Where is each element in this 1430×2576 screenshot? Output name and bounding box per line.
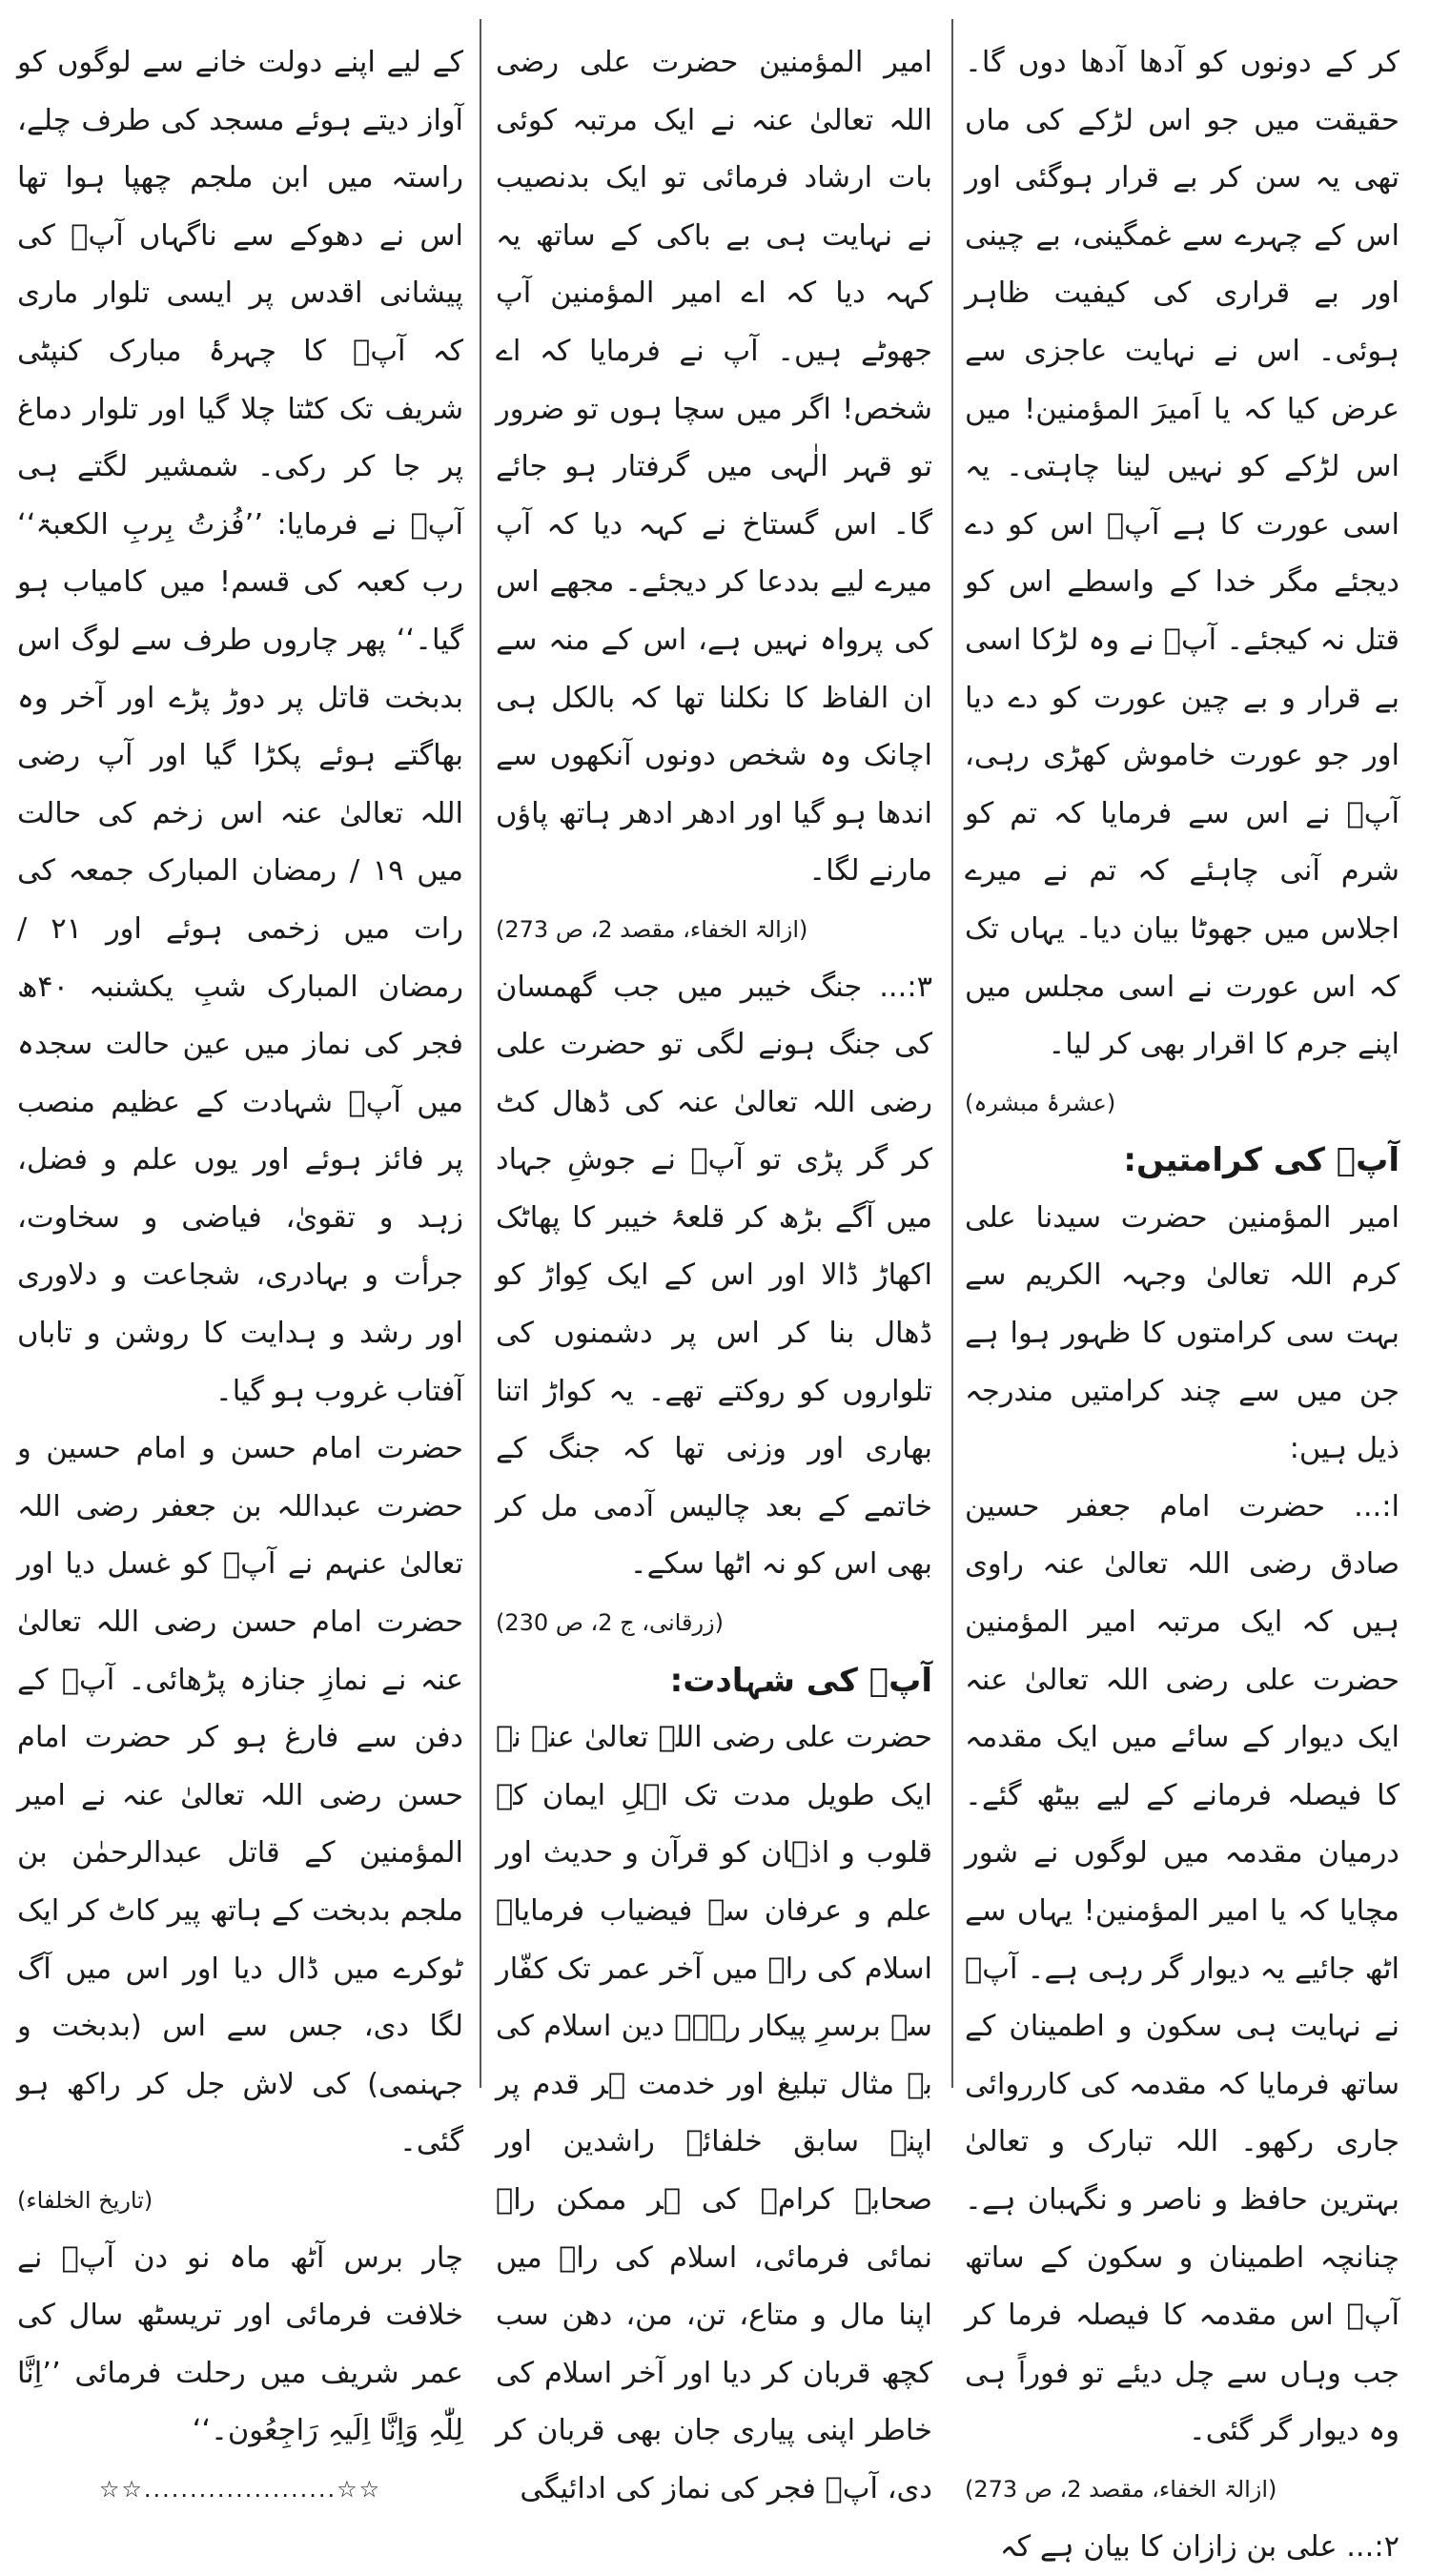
- column-middle: [496, 34, 932, 2505]
- column-divider: [480, 19, 481, 2088]
- column-divider: [951, 19, 953, 2088]
- citation: (ازالۃ الخفاء، مقصد 2، ص 273): [496, 915, 808, 943]
- paragraph: چار برس آٹھ ماہ نو دن آپؓ نے خلافت فرمائی اور تریسٹھ سال کی عمر شریف میں رحلت فرمائی ’’اِنَّا لِلّٰہِ وَاِنَّا اِلَیہِ رَاجِعُون۔‘‘: [17, 2240, 463, 2448]
- paragraph: حضرت علی رضی اللہ تعالیٰ عنہ نے ایک طویل مدت تک اہلِ ایمان کے قلوب و اذہان کو قرآن و حدیث اور علم و عرفان سے فیضیاب فرمایا۔ اسلام کی راہ میں آخر عمر تک کفّار سے برسرِ پیکار رہے۔ دین اسلام کی بے مثال تبلیغ اور خدمت ہر قدم پر اپنے سابق خلفائے راشدین اور صحابہ کرامؓ کی ہر ممکن راہ نمائی فرمائی، اسلام کی راہ میں اپنا مال و متاع، تن، من، دھن سب کچھ قربان کر دیا اور آخر اسلام کی خاطر اپنی پیاری جان بھی قربان کر دی، آپؓ فجر کی نماز کی ادائیگی: [496, 1721, 932, 2505]
- paragraph: حضرت امام حسن و امام حسین و حضرت عبداللہ بن جعفر رضی اللہ تعالیٰ عنہم نے آپؓ کو غسل دیا اور حضرت امام حسن رضی اللہ تعالیٰ عنہ نے نمازِ جنازہ پڑھائی۔ آپؓ کے دفن سے فارغ ہو کر حضرت امام حسن رضی اللہ تعالیٰ عنہ نے امیر المؤمنین کے قاتل عبدالرحمٰن بن ملجم بدبخت کے ہاتھ پیر کاٹ کر ایک ٹوکرے میں ڈال دیا اور اس میں آگ لگا دی، جس سے اس (بدبخت و جہنمی) کی لاش جل کر راکھ ہو گئی۔: [17, 1432, 463, 2159]
- citation: (تاریخ الخلفاء): [17, 2186, 153, 2214]
- citation: (عشرۂ مبشرہ): [965, 1089, 1116, 1116]
- column-right: [965, 34, 1399, 2564]
- paragraph: امیر المؤمنین حضرت سیدنا علی کرم اللہ تعالیٰ وجہہ الکریم سے بہت سی کرامتوں کا ظہور ہوا ہے جن میں سے چند کرامتیں مندرجہ ذیل ہیں:: [965, 1200, 1399, 1466]
- end-ornament: ☆☆.....................☆☆: [98, 2475, 382, 2503]
- citation: (ازالۃ الخفاء، مقصد 2، ص 273): [965, 2475, 1277, 2503]
- paragraph: کے لیے اپنے دولت خانے سے لوگوں کو آواز دیتے ہوئے مسجد کی طرف چلے، راستہ میں ابن ملجم چھپا ہوا تھا اس نے دھوکے سے ناگہاں آپؓ کی پیشانی اقدس پر ایسی تلوار ماری کہ آپؓ کا چہرۂ مبارک کنپٹی شریف تک کٹتا چلا گیا اور تلوار دماغ پر جا کر رکی۔ شمشیر لگتے ہی آپؓ نے فرمایا: ’’فُزتُ بِربِ الکعبۃ‘‘ رب کعبہ کی قسم! میں کامیاب ہو گیا۔‘‘ پھر چاروں طرف سے لوگ اس بدبخت قاتل پر دوڑ پڑے اور آخر وہ بھاگتے ہوئے پکڑا گیا اور آپ رضی اللہ تعالیٰ عنہ اس زخم کی حالت میں ۱۹ / رمضان المبارک جمعہ کی رات میں زخمی ہوئے اور ۲۱ / رمضان المبارک شبِ یکشنبہ ۴۰ھ فجر کی نماز میں عین حالت سجدہ میں آپؓ شہادت کے عظیم منصب پر فائز ہوئے اور یوں علم و فضل، زہد و تقویٰ، فیاضی و سخاوت، جرأت و بہادری، شجاعت و دلاوری اور رشد و ہدایت کا روشن و تاباں آفتاب غروب ہو گیا۔: [17, 46, 463, 1408]
- section-heading: آپؓ کی شہادت:: [669, 1661, 932, 1700]
- paragraph: ۲:... علی بن زازان کا بیان ہے کہ: [999, 2529, 1399, 2564]
- paragraph: کر کے دونوں کو آدھا آدھا دوں گا۔ حقیقت میں جو اس لڑکے کی ماں تھی یہ سن کر بے قرار ہوگئی اور اس کے چہرے سے غمگینی، بے چینی اور بے قراری کی کیفیت ظاہر ہوئی۔ اس نے نہایت عاجزی سے عرض کیا کہ یا اَمیرَ المؤمنین! میں اس لڑکے کو نہیں لینا چاہتی۔ یہ اسی عورت کا ہے آپؓ اس کو دے دیجئے مگر خدا کے واسطے اس کو قتل نہ کیجئے۔ آپؓ نے وہ لڑکا اسی بے قرار و بے چین عورت کو دے دیا اور جو عورت خاموش کھڑی رہی، آپؓ نے اس سے فرمایا کہ تم کو شرم آنی چاہئے کہ تم نے میرے اجلاس میں جھوٹا بیان دیا۔ یہاں تک کہ اس عورت نے اسی مجلس میں اپنے جرم کا اقرار بھی کر لیا۔: [965, 46, 1399, 1062]
- paragraph: امیر المؤمنین حضرت علی رضی اللہ تعالیٰ عنہ نے ایک مرتبہ کوئی بات ارشاد فرمائی تو ایک بدنصیب نے نہایت ہی بے باکی کے ساتھ یہ کہہ دیا کہ اے امیر المؤمنین آپ جھوٹے ہیں۔ آپ نے فرمایا کہ اے شخص! اگر میں سچا ہوں تو ضرور تو قہر الٰہی میں گرفتار ہو جائے گا۔ اس گستاخ نے کہہ دیا کہ آپ میرے لیے بددعا کر دیجئے۔ مجھے اس کی پرواہ نہیں ہے، اس کے منہ سے ان الفاظ کا نکلنا تھا کہ بالکل ہی اچانک وہ شخص دونوں آنکھوں سے اندھا ہو گیا اور ادھر ادھر ہاتھ پاؤں مارنے لگا۔: [496, 46, 932, 889]
- citation: (زرقانی، ج 2، ص 230): [496, 1609, 725, 1637]
- paragraph: ۳:... جنگ خیبر میں جب گھمسان کی جنگ ہونے لگی تو حضرت علی رضی اللہ تعالیٰ عنہ کی ڈھال کٹ کر گر پڑی تو آپؓ نے جوشِ جہاد میں آگے بڑھ کر قلعۂ خیبر کا پھاٹک اکھاڑ ڈالا اور اس کے ایک کِواڑ کو ڈھال بنا کر اس پر دشمنوں کی تلواروں کو روکتے تھے۔ یہ کواڑ اتنا بھاری اور وزنی تھا کہ جنگ کے خاتمے کے بعد چالیس آدمی مل کر بھی اس کو نہ اٹھا سکے۔: [496, 970, 932, 1582]
- section-heading: آپؓ کی کرامتیں:: [1123, 1141, 1399, 1180]
- paragraph: ا:... حضرت امام جعفر حسین صادق رضی اللہ تعالیٰ عنہ راوی ہیں کہ ایک مرتبہ امیر المؤمنین حضرت علی رضی اللہ تعالیٰ عنہ ایک دیوار کے سائے میں ایک مقدمہ کا فیصلہ فرمانے کے لیے بیٹھ گئے۔ درمیان مقدمہ میں لوگوں نے شور مچایا کہ یا امیر المؤمنین! یہاں سے اٹھ جائیے یہ دیوار گر رہی ہے۔ آپؓ نے نہایت ہی سکون و اطمینان کے ساتھ فرمایا کہ مقدمہ کی کارروائی جاری رکھو۔ اللہ تبارک و تعالیٰ بہترین حافظ و ناصر و نگہبان ہے۔ چنانچہ اطمینان و سکون کے ساتھ آپؓ اس مقدمہ کا فیصلہ فرما کر جب وہاں سے چل دیئے تو فوراً ہی وہ دیوار گر گئی۔: [965, 1489, 1399, 2448]
- column-left: [17, 34, 463, 2503]
